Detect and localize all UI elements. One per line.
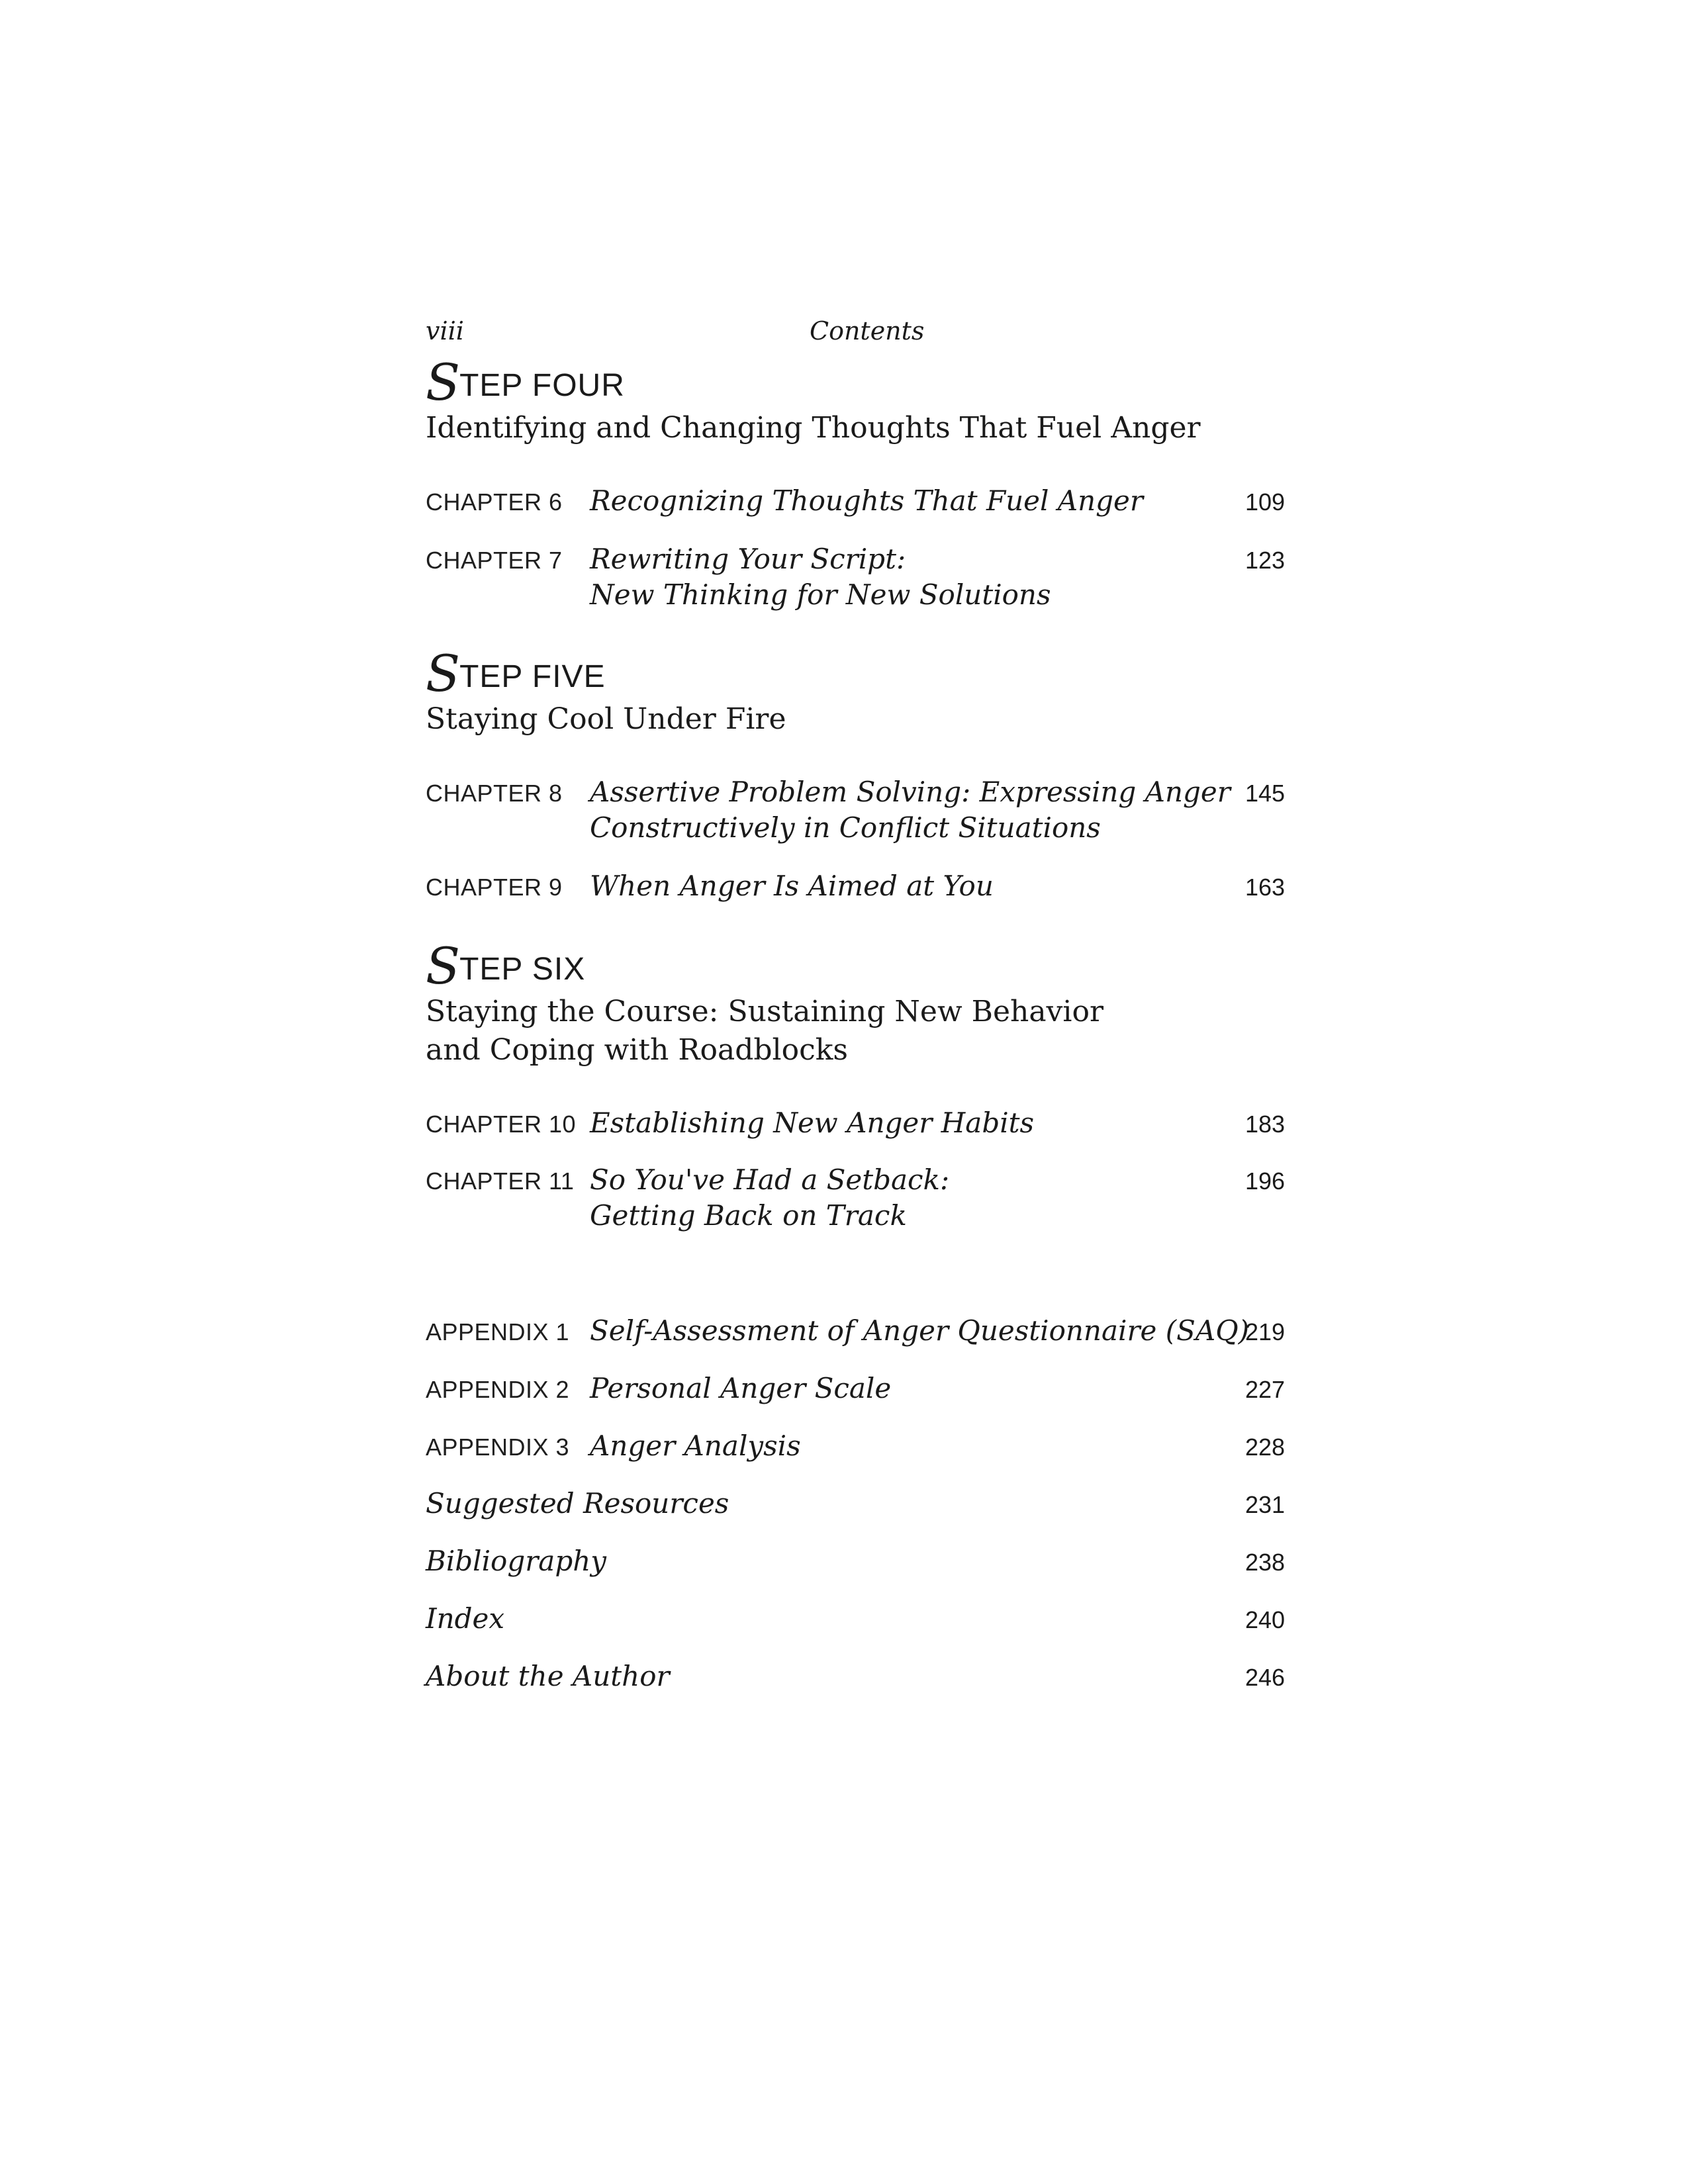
entry-title: Assertive Problem Solving: Expressing Anger Constructively in Conflict Situations <box>590 776 1231 844</box>
entry-page-number: 123 <box>1245 547 1286 574</box>
folio: viii <box>426 316 464 345</box>
entry-page-number: 183 <box>1245 1111 1286 1138</box>
entry-title: Index <box>426 1602 505 1635</box>
step-heading: STEP FOUR <box>426 353 625 412</box>
running-head-title: Contents <box>810 316 925 345</box>
entry-page-number: 246 <box>1245 1664 1286 1691</box>
step-heading: STEP SIX <box>426 936 586 995</box>
entry-title: About the Author <box>426 1660 670 1692</box>
entry-title: Bibliography <box>426 1545 606 1577</box>
entry-page-number: 163 <box>1245 874 1286 901</box>
entry-title: Anger Analysis <box>590 1430 801 1462</box>
entry-title: Self-Assessment of Anger Questionnaire (SAQ) <box>590 1314 1250 1347</box>
entry-label: CHAPTER 8 <box>426 780 563 807</box>
entry-title: Suggested Resources <box>426 1487 729 1520</box>
entry-page-number: 238 <box>1245 1549 1286 1576</box>
entry-page-number: 196 <box>1245 1167 1286 1195</box>
entry-page-number: 227 <box>1245 1376 1286 1403</box>
step-title: Staying Cool Under Fire <box>426 702 786 736</box>
entry-page-number: 145 <box>1245 780 1286 807</box>
entry-title: Personal Anger Scale <box>590 1372 892 1404</box>
entry-title: Rewriting Your Script: New Thinking for New Solutions <box>590 543 1051 611</box>
entry-title: So You've Had a Setback: Getting Back on Track <box>590 1163 950 1232</box>
entry-page-number: 231 <box>1245 1491 1286 1518</box>
step-heading: STEP FIVE <box>426 644 606 703</box>
entry-title: Establishing New Anger Habits <box>590 1107 1035 1139</box>
entry-label: APPENDIX 3 <box>426 1433 570 1461</box>
entry-title: When Anger Is Aimed at You <box>590 870 994 902</box>
entry-label: CHAPTER 10 <box>426 1111 577 1138</box>
entry-page-number: 219 <box>1245 1318 1286 1345</box>
entry-label: CHAPTER 11 <box>426 1167 575 1195</box>
entry-label: CHAPTER 7 <box>426 547 563 574</box>
entry-label: CHAPTER 9 <box>426 874 563 901</box>
step-title: Staying the Course: Sustaining New Behavior and Coping with Roadblocks <box>426 995 1104 1067</box>
step-title: Identifying and Changing Thoughts That Fuel Anger <box>426 411 1201 445</box>
step-five-section <box>426 644 1352 739</box>
entry-page-number: 109 <box>1245 488 1286 516</box>
step-six-section <box>426 936 1352 1069</box>
entry-page-number: 240 <box>1245 1606 1286 1633</box>
entry-label: APPENDIX 1 <box>426 1318 570 1345</box>
running-head <box>426 316 1286 356</box>
entry-label: CHAPTER 6 <box>426 488 563 516</box>
entry-page-number: 228 <box>1245 1433 1286 1461</box>
entry-title: Recognizing Thoughts That Fuel Anger <box>590 484 1143 517</box>
step-four-section <box>426 353 1352 447</box>
entry-label: APPENDIX 2 <box>426 1376 570 1403</box>
